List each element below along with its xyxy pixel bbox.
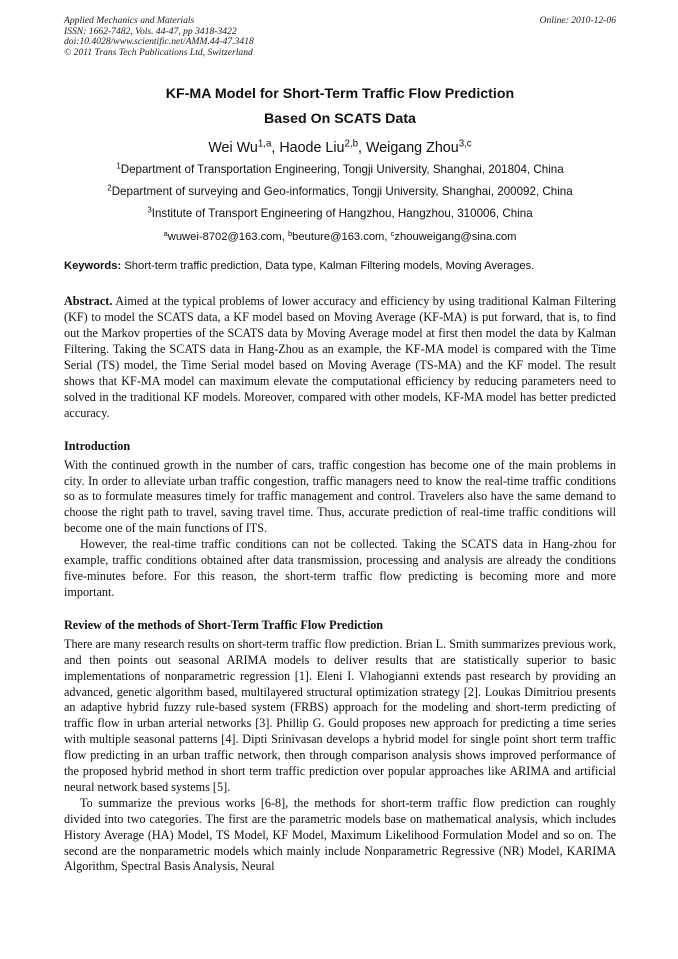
email-sup: c — [390, 229, 395, 239]
author-name: Weigang Zhou — [365, 140, 459, 157]
email-sup: b — [287, 229, 293, 239]
email-list: $^a$wuwei-8702@163.com, $^b$beuture@163.com, $^c$zhouweigang@sina.com — [163, 229, 517, 244]
keywords — [64, 259, 616, 274]
affiliation-sup: 1 — [116, 162, 121, 172]
author-list: Wei Wu$^{1,a}$, Haode Liu$^{2,b}$, Weigang Zhou$^{3,c}$ — [208, 139, 472, 157]
affiliation-text: Department of Transportation Engineering, Tongji University, Shanghai, 201804, China — [120, 163, 564, 177]
abstract — [64, 294, 616, 421]
paper-page — [64, 16, 616, 875]
affiliation — [64, 203, 616, 225]
author-name: Wei Wu — [208, 140, 258, 157]
email-link[interactable]: zhouweigang@sina.com — [394, 231, 517, 244]
keywords-label: Keywords: — [64, 260, 122, 273]
author-name: Haode Liu — [279, 140, 345, 157]
journal-info — [64, 16, 254, 58]
affiliation-text: Department of surveying and Geo-informatics, Tongji University, Shanghai, 200092, China — [111, 185, 573, 199]
email-sup: a — [163, 229, 168, 239]
introduction-paragraph-2: However, the real-time traffic conditions can not be collected. Taking the SCATS data in Hang-zhou for example, traffic conditions obtained after data transmission, processing and analysis are already the conditions five-minutes before. For this reason, the short-term traffic flow predicting is becoming more and more important. — [64, 537, 616, 599]
review-paragraph-1: There are many research results on short-term traffic flow prediction. Brian L. Smith summarizes previous work, and then points out seasonal ARIMA models to deliver results that are statistically superior to basic implementations of nonparametric regression [1]. Eleni I. Vlahogianni extends past research by providing an advanced, genetic algorithm based, multilayered structural optimization strategy [2]. Loukas Dimitriou presents an adaptive hybrid fuzzy rule-based system (FRBS) approach for the modeling and short-term predicting of traffic flow in urban arterial networks [3]. Phillip G. Gould proposes new approach for predicting a time series with multiple seasonal patterns [4]. Dipti Srinivasan develops a hybrid model for single point short term traffic flow predicting in an urban traffic network, then through comparison analysis shows improved performance of the proposed hybrid method in short term traffic prediction over popular approaches like ARIMA and artificial neural network based systems [5]. — [64, 636, 616, 794]
email-link[interactable]: beuture@163.com — [292, 231, 385, 244]
author-sup: 2,b — [344, 139, 359, 151]
abstract-text: Aimed at the typical problems of lower accuracy and efficiency by using traditional Kalman Filtering (KF) to model the SCATS data, a KF model based on Moving Average (KF-MA) is put forward, that is, to find out the Markov properties of the SCATS data by Moving Average model at first then model the data by Kalman Filtering. Taking the SCATS data in Hang-Zhou as an example, the KF-MA model is compared with the Time Serial (TS) model, the Time Serial model based on Moving Average (TS-MA) and the KF model. The result shows that KF-MA model can maximum elevate the computational efficiency by reducing parameters need to solved in the traditional KF models. Moreover, compared with other models, KF-MA model has better predicted accuracy. — [64, 294, 616, 420]
keywords-text: Short-term traffic prediction, Data type, Kalman Filtering models, Moving Averages. — [124, 260, 535, 273]
online-date: Online: 2010-12-06 — [539, 15, 616, 26]
section-heading-review: Review of the methods of Short-Term Traffic Flow Prediction — [64, 617, 384, 632]
affiliation-text: Institute of Transport Engineering of Hangzhou, Hangzhou, 310006, China — [151, 207, 533, 221]
affiliation-sup: 2 — [107, 184, 112, 194]
section-heading-introduction: Introduction — [64, 438, 131, 453]
paper-title — [64, 82, 616, 132]
author-sup: 1,a — [257, 139, 272, 151]
journal-header — [64, 16, 616, 58]
introduction-paragraph-1: With the continued growth in the number of cars, traffic congestion has become one of the main problems in city. In order to alleviate urban traffic congestion, traffic managers need to know the real-time traffic conditions so as to formulate measures timely for traffic management and control. Travelers also have the same demand to choose the right path to travel, saving travel time. Thus, accurate prediction of real-time traffic conditions will become one of the main functions of ITS. — [64, 457, 616, 536]
author-sup: 3,c — [458, 139, 472, 151]
journal-copyright: © 2011 Trans Tech Publications Ltd, Switzerland — [64, 46, 253, 58]
title-line-1: KF-MA Model for Short-Term Traffic Flow Prediction — [165, 86, 515, 103]
abstract-label: Abstract. — [64, 294, 113, 309]
email-link[interactable]: wuwei-8702@163.com — [167, 231, 282, 244]
journal-doi: doi:10.4028/www.scientific.net/AMM.44-47.3418 — [64, 36, 254, 48]
journal-name: Applied Mechanics and Materials — [64, 15, 195, 26]
title-line-2: Based On SCATS Data — [264, 111, 416, 128]
journal-issn: ISSN: 1662-7482, Vols. 44-47, pp 3418-3422 — [64, 25, 237, 37]
affiliation — [64, 181, 616, 203]
affiliation — [64, 159, 616, 181]
affiliation-sup: 3 — [147, 206, 152, 216]
review-paragraph-2: To summarize the previous works [6-8], the methods for short-term traffic flow prediction can roughly divided into two categories. The first are the parametric models base on mathematical analysis, which includes History Average (HA) Model, TS Model, KF Model, Maximum Likelihood Formulation Model and so on. The second are the nonparametric models which mainly include Nonparametric Regressive (NR) Model, KARIMA Algorithm, Spectral Basis Analysis, Neural — [64, 795, 616, 874]
